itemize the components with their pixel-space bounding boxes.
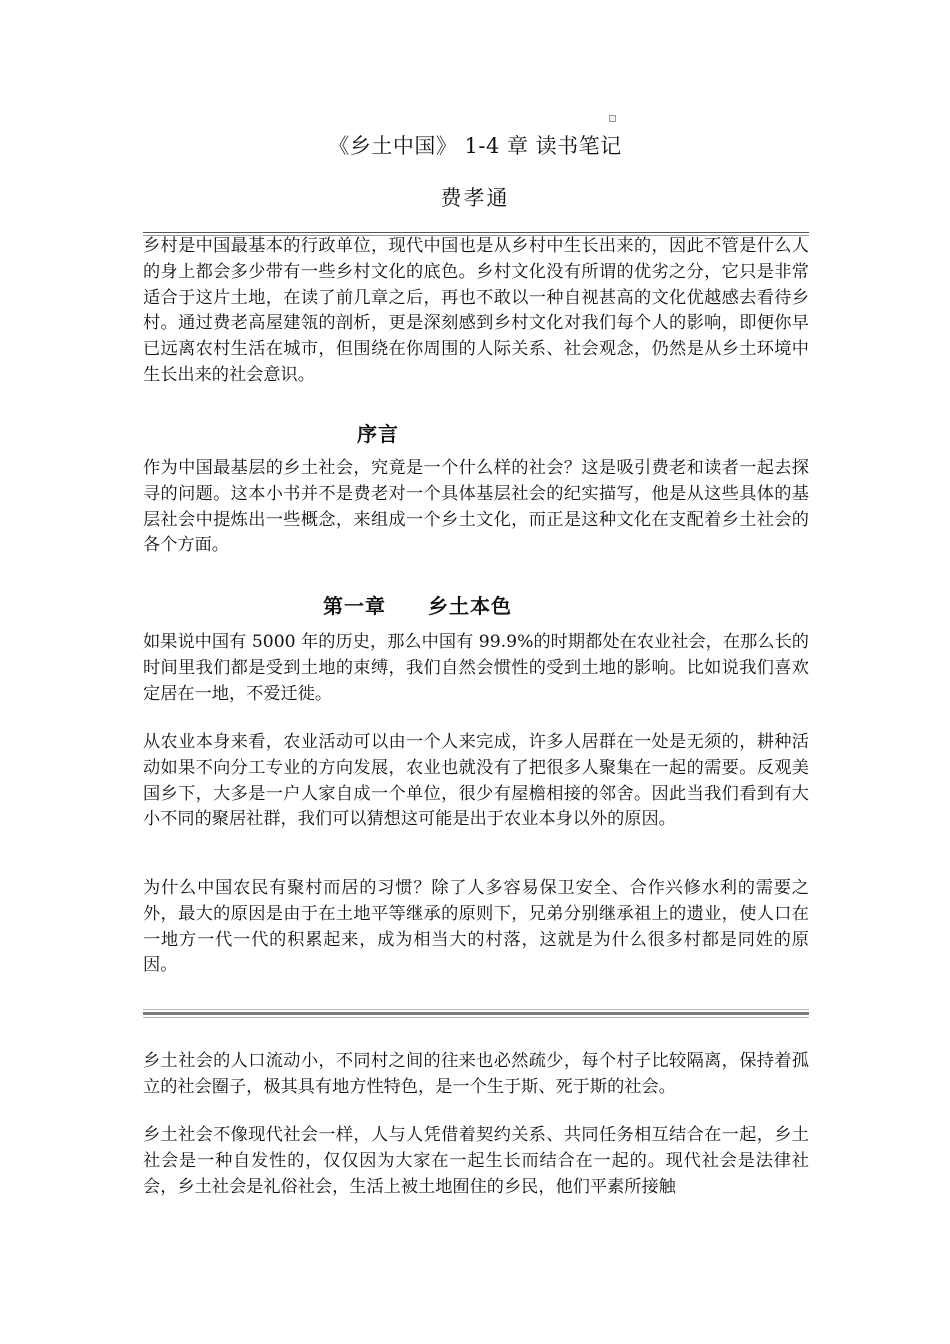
preface-paragraph: 作为中国最基层的乡土社会，究竟是一个什么样的社会？这是吸引费老和读者一起去探寻的问题。这本小书并不是费老对一个具体基层社会的纪实描写，他是从这些具体的基层社会中提炼出一些概念，来组成一个乡土文化，而正是这种文化在支配着乡土社会的各个方面。 [143,458,809,556]
intro-paragraph: 乡村是中国最基本的行政单位，现代中国也是从乡村中生长出来的，因此不管是什么人的身上都会多少带有一些乡村文化的底色。乡村文化没有所谓的优劣之分，它只是非常适合于这片土地，在读了前几章之后，再也不敢以一种自视甚高的文化优越感去看待乡村。通过费老高屋建瓴的剖析，更是深刻感到乡村文化对我们每个人的影响，即便你早已远离农村生活在城市，但围绕在你周围的人际关系、社会观念，仍然是从乡土环境中生长出来的社会意识。 [143,236,809,385]
preface-heading: 序言 [357,422,399,446]
chapter1-paragraph-1: 如果说中国有 5000 年的历史，那么中国有 99.9%的时期都处在农业社会，在那么长的时间里我们都是受到土地的束缚，我们自然会惯性的受到土地的影响。比如说我们喜欢定居在一地，不爱迁徙。 [143,632,809,704]
chapter1-paragraph-4: 乡土社会的人口流动小，不同村之间的往来也必然疏少，每个村子比较隔离，保持着孤立的社会圈子，极其具有地方性特色，是一个生于斯、死于斯的社会。 [143,1051,809,1097]
chapter1-paragraph-2: 从农业本身来看，农业活动可以由一个人来完成，许多人居群在一处是无须的，耕种活动如果不向分工专业的方向发展，农业也就没有了把很多人聚集在一起的需要。反观美国乡下，大多是一户人家自成一个单位，很少有屋檐相接的邻舍。因此当我们看到有大小不同的聚居社群，我们可以猜想这可能是出于农业本身以外的原因。 [143,732,809,830]
chapter1-paragraph-3: 为什么中国农民有聚村而居的习惯？除了人多容易保卫安全、合作兴修水利的需要之外，最大的原因是由于在土地平等继承的原则下，兄弟分别继承祖上的遗业，使人口在一地方一代一代的积累起来，成为相当大的村落，这就是为什么很多村都是同姓的原因。 [143,878,809,976]
header-rule [143,232,809,233]
document-title: 《乡土中国》 1-4 章 读书笔记 [328,134,622,158]
section-divider [143,1009,809,1018]
document-author: 费孝通 [440,186,510,210]
chapter1-paragraph-5: 乡土社会不像现代社会一样，人与人凭借着契约关系、共同任务相互结合在一起，乡土社会是一种自发性的，仅仅因为大家在一起生长而结合在一起的。现代社会是法律社会，乡土社会是礼俗社会，生活上被土地囿住的乡民，他们平素所接触 [143,1125,809,1197]
chapter1-heading: 第一章 乡土本色 [323,594,512,618]
page-corner-marker [609,115,616,122]
